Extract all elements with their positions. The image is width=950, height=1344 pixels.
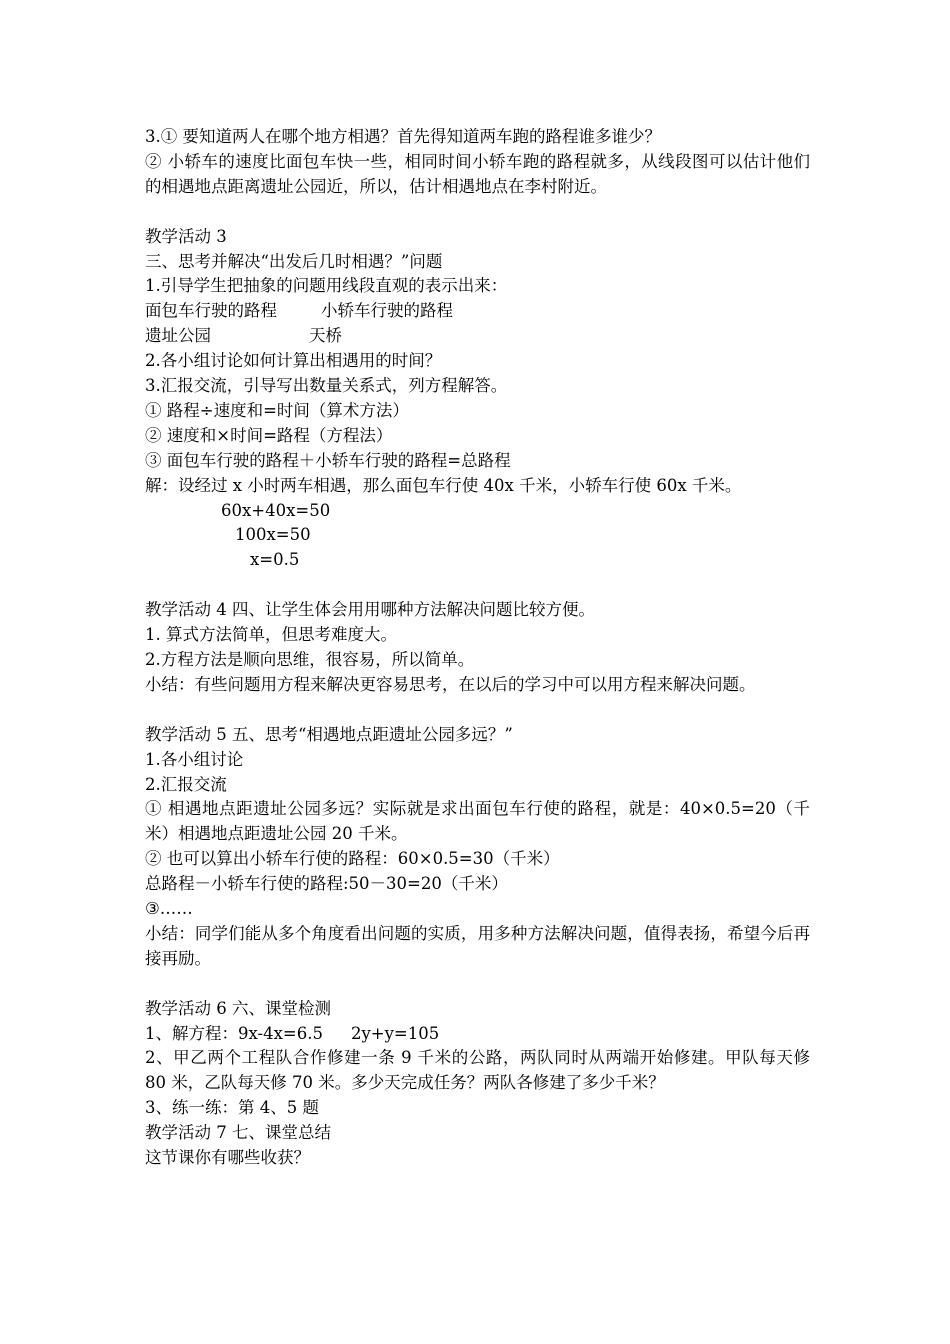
diagram-label-row (145, 324, 810, 349)
paragraph: 小结：同学们能从多个角度看出问题的实质，用多种方法解决问题，值得表扬，希望今后再接再励。 (145, 923, 810, 968)
equation: 1、解方程：9x-4x=6.5 (145, 1023, 323, 1043)
activity-heading: 教学活动 7 七、课堂总结 (145, 1123, 331, 1143)
text-line: 解：设经过 x 小时两车相遇，那么面包车行使 40x 千米，小轿车行使 60x 千米。 (145, 475, 742, 495)
paragraph: ① 相遇地点距遗址公园多远？实际就是求出面包车行使的路程，就是：40×0.5=20（千米）相遇地点距遗址公园 20 千米。 (145, 799, 810, 844)
paragraph: 小结：有些问题用方程来解决更容易思考，在以后的学习中可以用方程来解决问题。 (145, 674, 756, 694)
text-line: 1.各小组讨论 (145, 749, 244, 769)
text-line: 3.汇报交流，引导写出数量关系式，列方程解答。 (145, 376, 508, 396)
text-line: 1.引导学生把抽象的问题用线段直观的表示出来： (145, 276, 508, 296)
activity-heading: 教学活动 6 六、课堂检测 (145, 998, 331, 1018)
paragraph: ② 小轿车的速度比面包车快一些，相同时间小轿车跑的路程就多，从线段图可以估计他们的相遇地点距离遗址公园近，所以，估计相遇地点在李村附近。 (145, 151, 810, 196)
diagram-label: 遗址公园 (145, 326, 211, 346)
equation-line: x=0.5 (250, 550, 300, 570)
diagram-label: 天桥 (309, 326, 342, 346)
activity-heading: 教学活动 4 四、让学生体会用用哪种方法解决问题比较方便。 (145, 600, 595, 620)
text-line: 这节课你有哪些收获？ (145, 1148, 310, 1168)
text-line: ③…… (145, 899, 193, 919)
activity-heading: 教学活动 5 五、思考“相遇地点距遗址公园多远？” (145, 724, 513, 744)
text-line: ③ 面包车行驶的路程＋小轿车行驶的路程=总路程 (145, 450, 511, 470)
activity-heading: 教学活动 3 (145, 226, 227, 246)
blank-line (145, 200, 810, 225)
text-line: 2.各小组讨论如何计算出相遇用的时间？ (145, 351, 442, 371)
text-line: 3、练一练：第 4、5 题 (145, 1098, 319, 1118)
equation-row (145, 1022, 810, 1047)
text-line: 总路程－小轿车行使的路程:50－30=20（千米） (145, 874, 508, 894)
blank-line (145, 972, 810, 997)
text-line: 2.方程方法是顺向思维，很容易，所以简单。 (145, 650, 475, 669)
blank-line (145, 573, 810, 598)
equation: 2y+y=105 (350, 1023, 440, 1043)
equation-line: 60x+40x=50 (221, 500, 331, 520)
text-line: ① 路程÷速度和=时间（算术方法） (145, 400, 409, 420)
text-line: 2.汇报交流 (145, 774, 227, 794)
diagram-label: 小轿车行驶的路程 (321, 301, 453, 321)
text-line: ② 也可以算出小轿车行使的路程：60×0.5=30（千米） (145, 849, 560, 869)
paragraph: 2、甲乙两个工程队合作修建一条 9 千米的公路，两队同时从两端开始修建。甲队每天修 80 米，乙队每天修 70 米。多少天完成任务？两队各修建了多少千米？ (145, 1048, 810, 1093)
text-line: ② 速度和×时间=路程（方程法） (145, 425, 393, 445)
diagram-label: 面包车行驶的路程 (145, 301, 277, 321)
diagram-label-row (145, 299, 810, 324)
equation-line: 100x=50 (235, 525, 311, 545)
section-heading: 三、思考并解决“出发后几时相遇？”问题 (145, 251, 443, 271)
text-line: 3.① 要知道两人在哪个地方相遇？首先得知道两车跑的路程谁多谁少？ (145, 127, 661, 146)
document-body (145, 125, 810, 1171)
text-line: 1. 算式方法简单，但思考难度大。 (145, 625, 397, 645)
blank-line (145, 698, 810, 723)
